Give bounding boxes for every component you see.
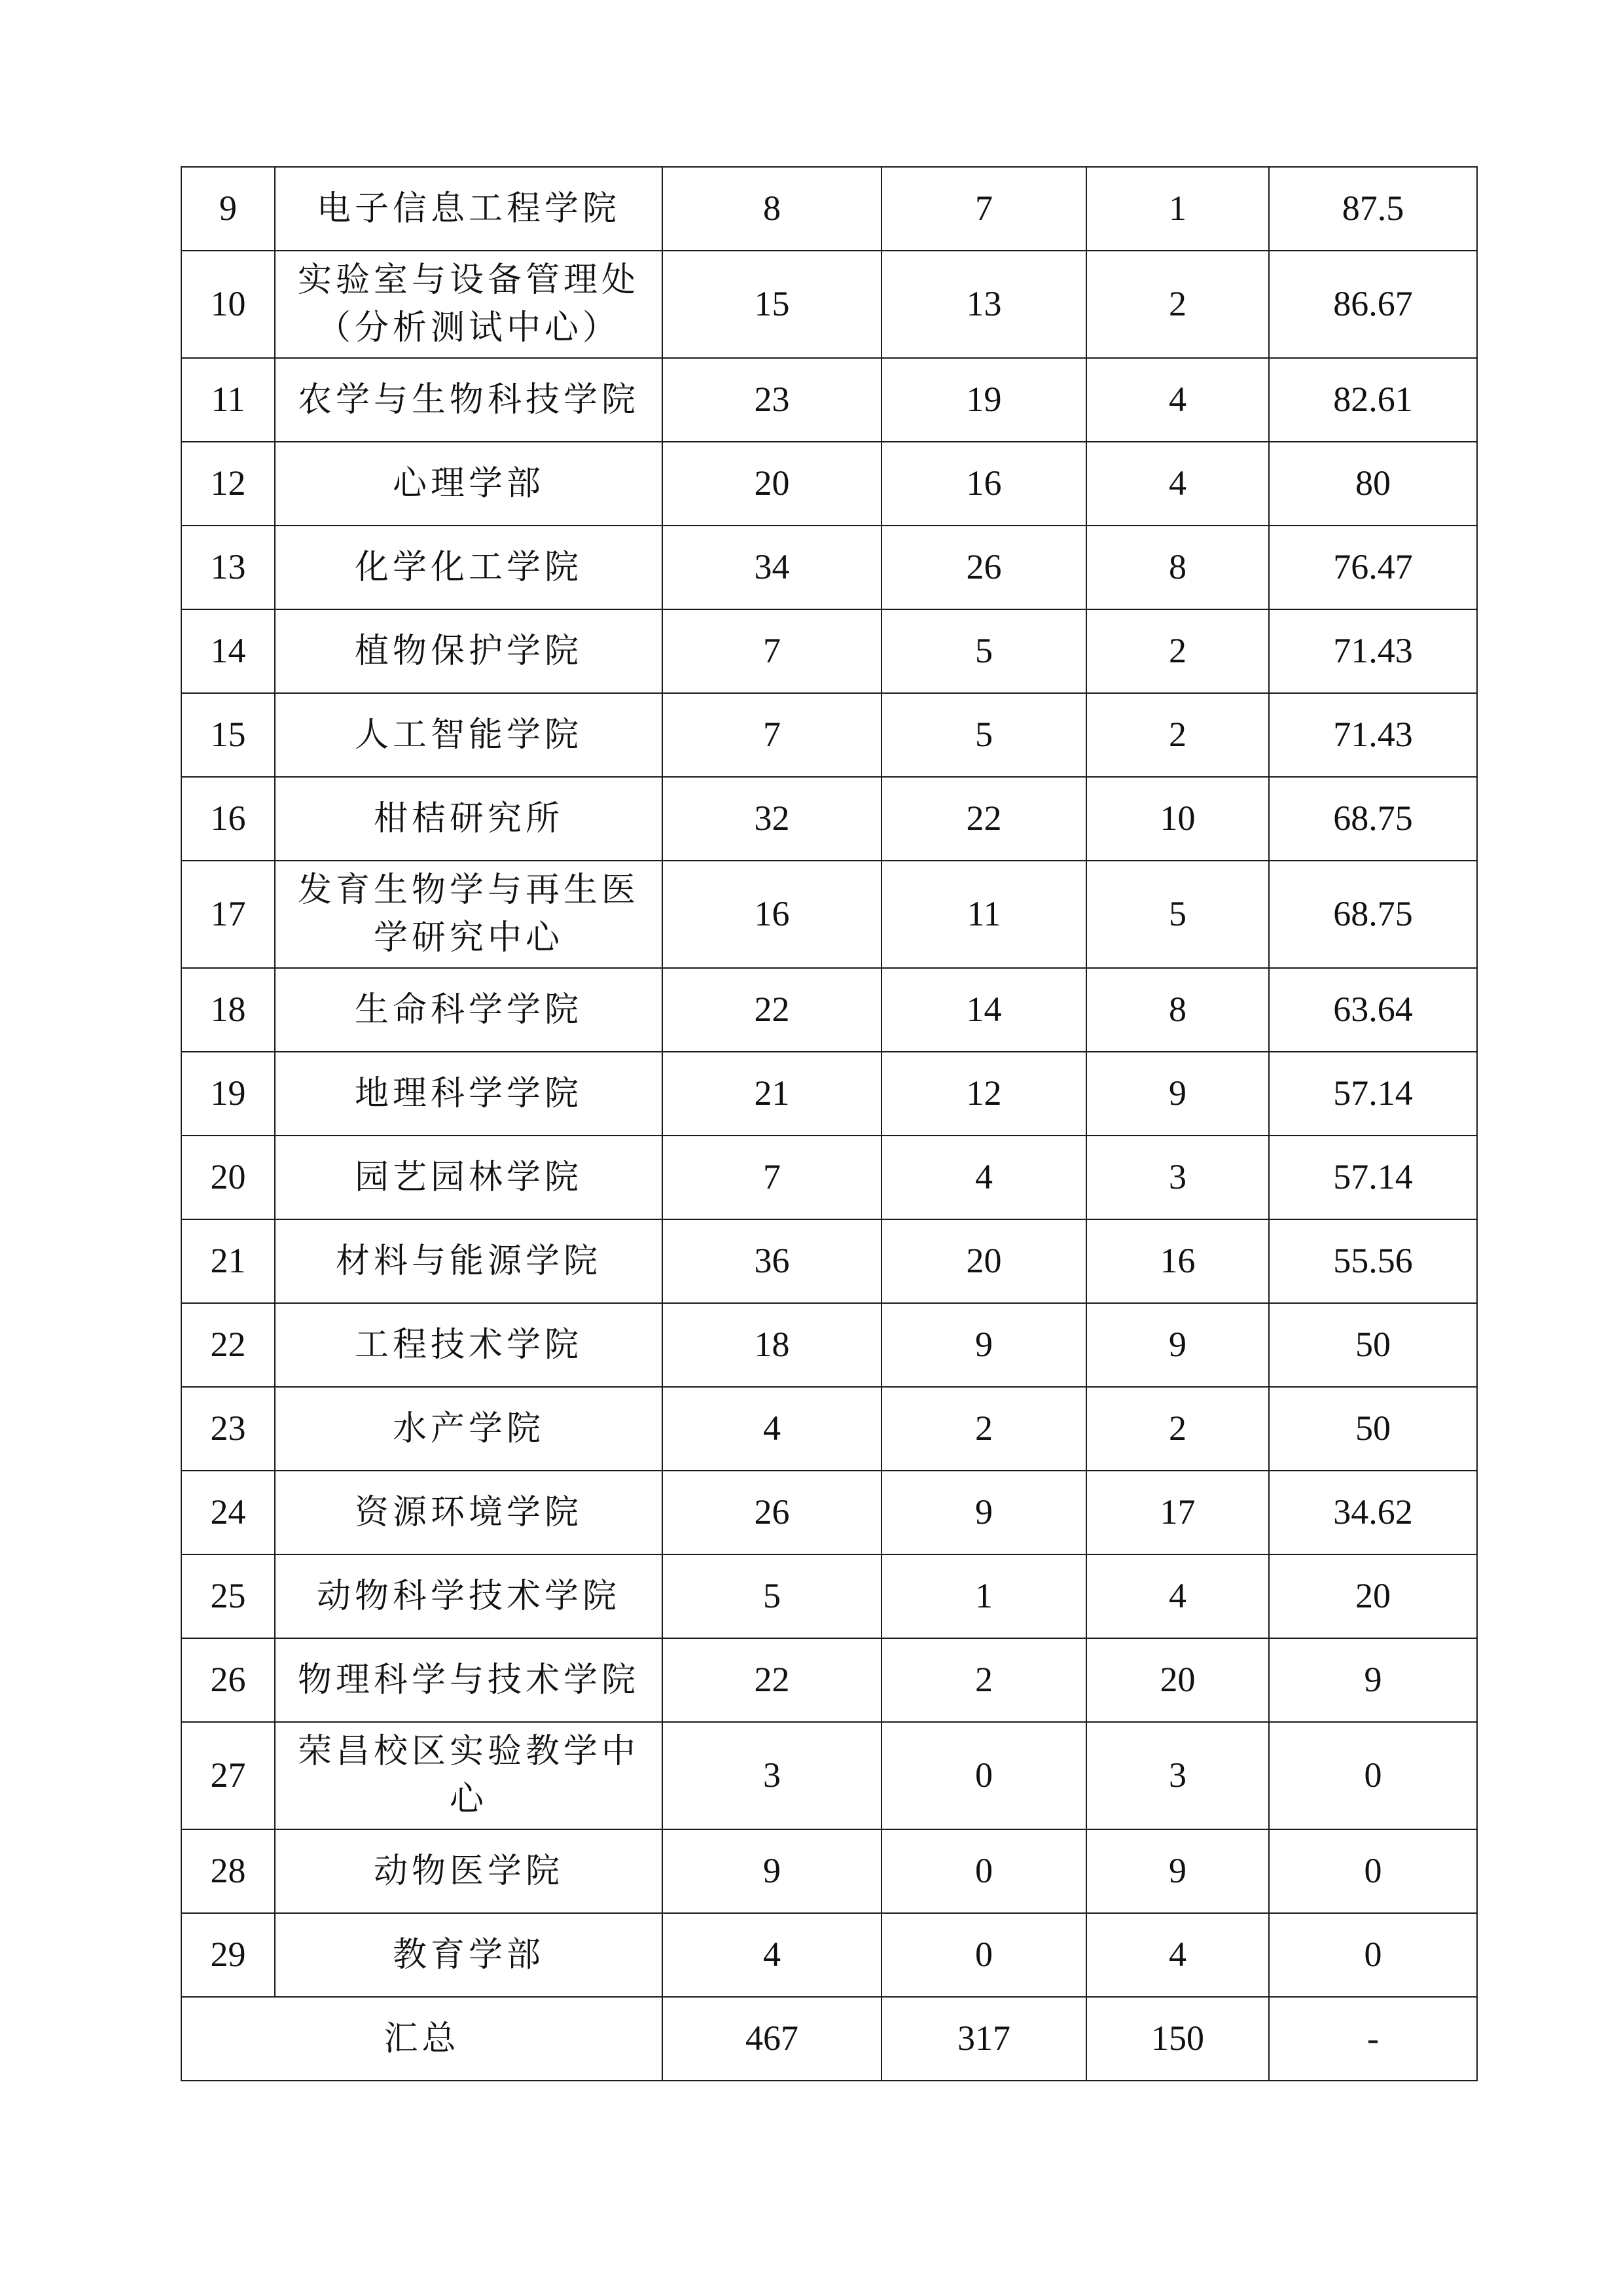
unit-name: 生命科学学院 xyxy=(275,968,662,1052)
summary-fail: 150 xyxy=(1086,1997,1269,2081)
unit-name: 荣昌校区实验教学中心 xyxy=(275,1722,662,1829)
fail-count: 9 xyxy=(1086,1829,1269,1913)
table-row xyxy=(181,777,1477,861)
fail-count: 4 xyxy=(1086,1554,1269,1638)
total-count: 20 xyxy=(662,442,882,526)
pass-count: 22 xyxy=(882,777,1086,861)
pass-count: 14 xyxy=(882,968,1086,1052)
unit-name: 化学化工学院 xyxy=(275,526,662,609)
row-index: 15 xyxy=(181,693,275,777)
total-count: 4 xyxy=(662,1913,882,1997)
total-count: 5 xyxy=(662,1554,882,1638)
total-count: 26 xyxy=(662,1471,882,1554)
total-count: 7 xyxy=(662,1136,882,1219)
pass-count: 0 xyxy=(882,1829,1086,1913)
total-count: 36 xyxy=(662,1219,882,1303)
fail-count: 8 xyxy=(1086,526,1269,609)
fail-count: 2 xyxy=(1086,609,1269,693)
row-index: 22 xyxy=(181,1303,275,1387)
pass-count: 11 xyxy=(882,861,1086,968)
fail-count: 4 xyxy=(1086,1913,1269,1997)
total-count: 18 xyxy=(662,1303,882,1387)
table-row xyxy=(181,167,1477,251)
table-row xyxy=(181,1136,1477,1219)
table-row xyxy=(181,1554,1477,1638)
fail-count: 4 xyxy=(1086,442,1269,526)
table-row xyxy=(181,251,1477,358)
total-count: 34 xyxy=(662,526,882,609)
fail-count: 9 xyxy=(1086,1303,1269,1387)
unit-name: 工程技术学院 xyxy=(275,1303,662,1387)
table-row xyxy=(181,526,1477,609)
table-body xyxy=(181,167,1477,2081)
fail-count: 8 xyxy=(1086,968,1269,1052)
total-count: 7 xyxy=(662,609,882,693)
unit-name: 实验室与设备管理处（分析测试中心） xyxy=(275,251,662,358)
total-count: 8 xyxy=(662,167,882,251)
fail-count: 1 xyxy=(1086,167,1269,251)
pass-rate: 87.5 xyxy=(1269,167,1477,251)
row-index: 24 xyxy=(181,1471,275,1554)
fail-count: 3 xyxy=(1086,1722,1269,1829)
pass-rate: 68.75 xyxy=(1269,777,1477,861)
pass-rate: 57.14 xyxy=(1269,1136,1477,1219)
row-index: 29 xyxy=(181,1913,275,1997)
table-row xyxy=(181,1471,1477,1554)
fail-count: 16 xyxy=(1086,1219,1269,1303)
pass-count: 19 xyxy=(882,358,1086,442)
row-index: 11 xyxy=(181,358,275,442)
pass-rate: 55.56 xyxy=(1269,1219,1477,1303)
pass-count: 9 xyxy=(882,1471,1086,1554)
unit-name: 水产学院 xyxy=(275,1387,662,1471)
pass-rate: 57.14 xyxy=(1269,1052,1477,1136)
table-row xyxy=(181,1638,1477,1722)
row-index: 14 xyxy=(181,609,275,693)
table-row xyxy=(181,1219,1477,1303)
unit-name: 电子信息工程学院 xyxy=(275,167,662,251)
unit-name: 动物医学院 xyxy=(275,1829,662,1913)
total-count: 7 xyxy=(662,693,882,777)
fail-count: 9 xyxy=(1086,1052,1269,1136)
pass-count: 20 xyxy=(882,1219,1086,1303)
fail-count: 4 xyxy=(1086,358,1269,442)
fail-count: 5 xyxy=(1086,861,1269,968)
pass-count: 2 xyxy=(882,1638,1086,1722)
unit-name: 农学与生物科技学院 xyxy=(275,358,662,442)
table-row xyxy=(181,1722,1477,1829)
total-count: 23 xyxy=(662,358,882,442)
pass-count: 13 xyxy=(882,251,1086,358)
unit-name: 植物保护学院 xyxy=(275,609,662,693)
row-index: 10 xyxy=(181,251,275,358)
row-index: 25 xyxy=(181,1554,275,1638)
fail-count: 20 xyxy=(1086,1638,1269,1722)
table-row xyxy=(181,968,1477,1052)
row-index: 17 xyxy=(181,861,275,968)
pass-count: 0 xyxy=(882,1913,1086,1997)
table-row xyxy=(181,1387,1477,1471)
fail-count: 17 xyxy=(1086,1471,1269,1554)
summary-pass: 317 xyxy=(882,1997,1086,2081)
pass-rate: 50 xyxy=(1269,1387,1477,1471)
pass-rate: 34.62 xyxy=(1269,1471,1477,1554)
table-row xyxy=(181,693,1477,777)
pass-count: 26 xyxy=(882,526,1086,609)
statistics-table xyxy=(181,166,1478,2081)
unit-name: 材料与能源学院 xyxy=(275,1219,662,1303)
total-count: 22 xyxy=(662,1638,882,1722)
fail-count: 10 xyxy=(1086,777,1269,861)
row-index: 19 xyxy=(181,1052,275,1136)
row-index: 26 xyxy=(181,1638,275,1722)
pass-count: 7 xyxy=(882,167,1086,251)
row-index: 12 xyxy=(181,442,275,526)
row-index: 28 xyxy=(181,1829,275,1913)
table-row xyxy=(181,442,1477,526)
pass-rate: 86.67 xyxy=(1269,251,1477,358)
row-index: 18 xyxy=(181,968,275,1052)
unit-name: 人工智能学院 xyxy=(275,693,662,777)
pass-count: 12 xyxy=(882,1052,1086,1136)
pass-count: 9 xyxy=(882,1303,1086,1387)
total-count: 9 xyxy=(662,1829,882,1913)
table-row xyxy=(181,609,1477,693)
unit-name: 园艺园林学院 xyxy=(275,1136,662,1219)
pass-rate: 80 xyxy=(1269,442,1477,526)
unit-name: 动物科学技术学院 xyxy=(275,1554,662,1638)
row-index: 21 xyxy=(181,1219,275,1303)
row-index: 20 xyxy=(181,1136,275,1219)
fail-count: 2 xyxy=(1086,693,1269,777)
unit-name: 地理科学学院 xyxy=(275,1052,662,1136)
row-index: 13 xyxy=(181,526,275,609)
pass-count: 2 xyxy=(882,1387,1086,1471)
pass-rate: 50 xyxy=(1269,1303,1477,1387)
pass-rate: 68.75 xyxy=(1269,861,1477,968)
pass-rate: 0 xyxy=(1269,1722,1477,1829)
total-count: 3 xyxy=(662,1722,882,1829)
fail-count: 3 xyxy=(1086,1136,1269,1219)
pass-count: 1 xyxy=(882,1554,1086,1638)
summary-row xyxy=(181,1997,1477,2081)
pass-rate: 82.61 xyxy=(1269,358,1477,442)
table-row xyxy=(181,358,1477,442)
fail-count: 2 xyxy=(1086,251,1269,358)
unit-name: 物理科学与技术学院 xyxy=(275,1638,662,1722)
total-count: 16 xyxy=(662,861,882,968)
summary-rate: - xyxy=(1269,1997,1477,2081)
pass-rate: 71.43 xyxy=(1269,609,1477,693)
row-index: 16 xyxy=(181,777,275,861)
unit-name: 资源环境学院 xyxy=(275,1471,662,1554)
summary-label: 汇总 xyxy=(181,1997,662,2081)
pass-rate: 63.64 xyxy=(1269,968,1477,1052)
row-index: 9 xyxy=(181,167,275,251)
pass-rate: 76.47 xyxy=(1269,526,1477,609)
unit-name: 心理学部 xyxy=(275,442,662,526)
unit-name: 柑桔研究所 xyxy=(275,777,662,861)
row-index: 27 xyxy=(181,1722,275,1829)
pass-count: 0 xyxy=(882,1722,1086,1829)
total-count: 4 xyxy=(662,1387,882,1471)
pass-count: 4 xyxy=(882,1136,1086,1219)
fail-count: 2 xyxy=(1086,1387,1269,1471)
table-row xyxy=(181,861,1477,968)
pass-rate: 71.43 xyxy=(1269,693,1477,777)
pass-rate: 9 xyxy=(1269,1638,1477,1722)
table-row xyxy=(181,1303,1477,1387)
total-count: 22 xyxy=(662,968,882,1052)
unit-name: 教育学部 xyxy=(275,1913,662,1997)
unit-name: 发育生物学与再生医学研究中心 xyxy=(275,861,662,968)
pass-rate: 0 xyxy=(1269,1913,1477,1997)
table-row xyxy=(181,1913,1477,1997)
row-index: 23 xyxy=(181,1387,275,1471)
pass-count: 5 xyxy=(882,609,1086,693)
total-count: 32 xyxy=(662,777,882,861)
summary-total: 467 xyxy=(662,1997,882,2081)
total-count: 21 xyxy=(662,1052,882,1136)
pass-rate: 20 xyxy=(1269,1554,1477,1638)
table-row xyxy=(181,1052,1477,1136)
pass-rate: 0 xyxy=(1269,1829,1477,1913)
table-row xyxy=(181,1829,1477,1913)
pass-count: 5 xyxy=(882,693,1086,777)
total-count: 15 xyxy=(662,251,882,358)
pass-count: 16 xyxy=(882,442,1086,526)
